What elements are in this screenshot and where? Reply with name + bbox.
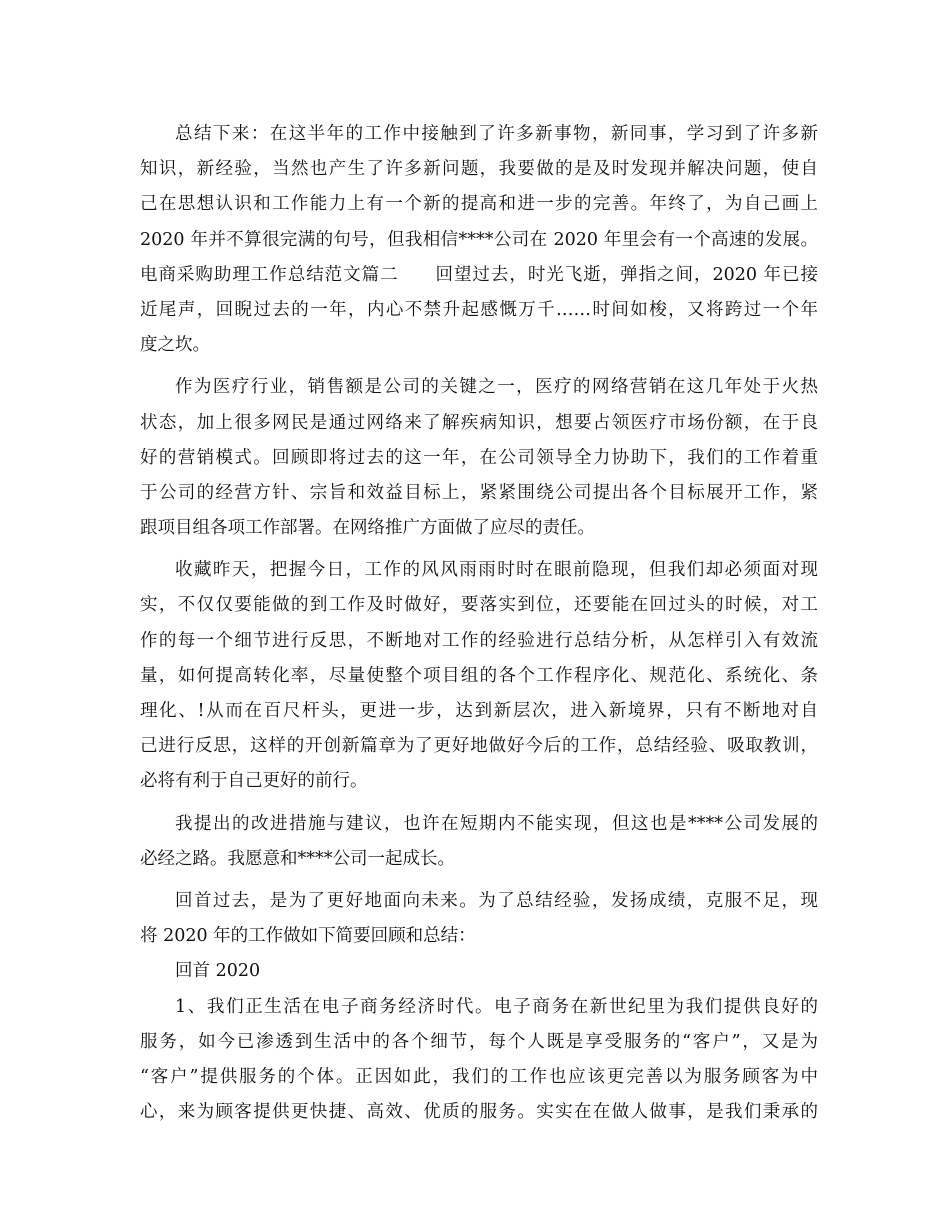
paragraph-1-line-4: 2020 年并不算很完满的句号，但我相信****公司在 2020 年里会有一个高速的发展。 [140, 229, 818, 250]
paragraph-6-line-2: 服务，如今已渗透到生活中的各个细节，每个人既是享受服务的“客户”，又是为 [140, 1031, 818, 1052]
paragraph-1-line-6: 近尾声，回睨过去的一年，内心不禁升起感慨万千……时间如梭，又将跨过一个年 [140, 299, 818, 320]
paragraph-1-line-5: 电商采购助理工作总结范文篇二 回望过去，时光飞逝，弹指之间，2020 年已接 [140, 264, 818, 285]
paragraph-6-line-1: 1、我们正生活在电子商务经济时代。电子商务在新世纪里为我们提供良好的 [175, 996, 818, 1017]
paragraph-gap [140, 546, 818, 553]
paragraph-2-line-2: 状态，加上很多网民是通过网络来了解疾病知识，想要占领医疗市场份额，在于良 [140, 412, 818, 433]
paragraph-3-line-2: 实，不仅仅要能做的到工作及时做好，要落实到位，还要能在回过头的时候，对工 [140, 595, 818, 616]
paragraph-gap [140, 363, 818, 370]
paragraph-3-line-7: 必将有利于自己更好的前行。 [140, 771, 368, 792]
paragraph-3-line-6: 己进行反思，这样的开创新篇章为了更好地做好今后的工作，总结经验、吸取教训， [140, 736, 818, 757]
paragraph-5-line-1: 回首过去，是为了更好地面向未来。为了总结经验，发扬成绩，克服不足，现 [175, 890, 818, 911]
paragraph-2-line-4: 于公司的经营方针、宗旨和效益目标上，紧紧围绕公司提出各个目标展开工作，紧 [140, 482, 818, 503]
document-page [140, 117, 818, 1130]
paragraph-3-line-4: 量，如何提高转化率，尽量使整个项目组的各个工作程序化、规范化、系统化、条 [140, 665, 818, 686]
paragraph-2-line-3: 好的营销模式。回顾即将过去的这一年，在公司领导全力协助下，我们的工作着重 [140, 447, 818, 468]
paragraph-1-line-7: 度之坎。 [140, 335, 210, 356]
paragraph-1-line-2: 知识，新经验，当然也产生了许多新问题，我要做的是及时发现并解决问题，使自 [140, 159, 818, 180]
paragraph-6-line-4: 心，来为顾客提供更快捷、高效、优质的服务。实实在在做人做事，是我们秉承的 [140, 1102, 818, 1123]
paragraph-5-line-2: 将 2020 年的工作做如下简要回顾和总结： [140, 926, 476, 947]
paragraph-4-line-2: 必经之路。我愿意和****公司一起成长。 [140, 848, 455, 869]
paragraph-2-line-5: 跟项目组各项工作部署。在网络推广方面做了应尽的责任。 [140, 518, 595, 539]
section-heading: 回首 2020 [175, 961, 261, 982]
paragraph-1-line-3: 己在思想认识和工作能力上有一个新的提高和进一步的完善。年终了，为自己画上 [140, 194, 818, 215]
paragraph-gap [140, 800, 818, 807]
paragraph-3-line-1: 收藏昨天，把握今日，工作的风风雨雨时时在眼前隐现，但我们却必须面对现 [175, 560, 818, 581]
paragraph-2-line-1: 作为医疗行业，销售额是公司的关键之一，医疗的网络营销在这几年处于火热 [175, 377, 818, 398]
paragraph-1-line-1: 总结下来：在这半年的工作中接触到了许多新事物，新同事，学习到了许多新 [175, 124, 818, 144]
paragraph-3-line-5: 理化、!从而在百尺杆头，更进一步，达到新层次，进入新境界，只有不断地对自 [140, 701, 818, 721]
paragraph-gap [140, 877, 818, 884]
paragraph-4-line-1: 我提出的改进措施与建议，也许在短期内不能实现，但这也是****公司发展的 [175, 813, 818, 834]
paragraph-3-line-3: 作的每一个细节进行反思，不断地对工作的经验进行总结分析，从怎样引入有效流 [140, 630, 818, 651]
paragraph-6-line-3: “客户”提供服务的个体。正因如此，我们的工作也应该更完善以为服务顾客为中 [140, 1066, 818, 1087]
